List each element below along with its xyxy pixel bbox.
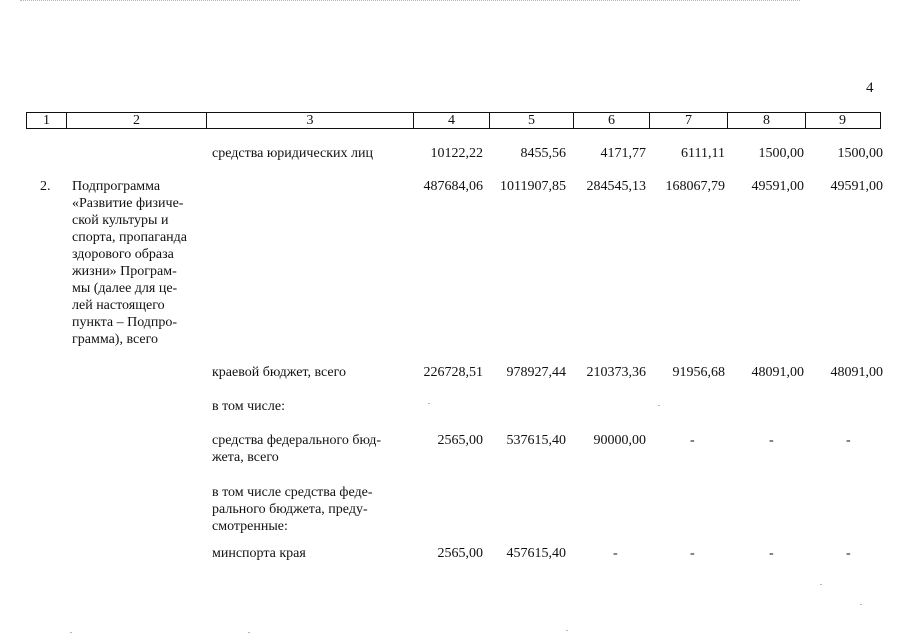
cell-col-4: 2565,00 bbox=[437, 546, 483, 561]
cell-col-5: 978927,44 bbox=[506, 365, 566, 380]
row-label: в том числе: bbox=[212, 399, 285, 414]
cell-col-4: 10122,22 bbox=[430, 146, 483, 161]
cell-col-9: - bbox=[846, 433, 851, 448]
cell-col-6: 4171,77 bbox=[600, 146, 646, 161]
subprogram-title-line: пункта – Подпро- bbox=[72, 315, 178, 330]
header-col-2: 2 bbox=[66, 113, 206, 128]
table-header-row bbox=[26, 112, 881, 129]
cell-col-8: 49591,00 bbox=[751, 179, 804, 194]
row-label: минспорта края bbox=[212, 546, 306, 561]
cell-col-5: 8455,56 bbox=[520, 146, 566, 161]
subprogram-title-line: лей настоящего bbox=[72, 298, 165, 313]
header-col-7: 7 bbox=[649, 113, 727, 128]
scan-artifact-top-edge bbox=[20, 0, 800, 4]
scan-speck bbox=[70, 632, 72, 633]
cell-col-5: 537615,40 bbox=[506, 433, 566, 448]
row-label: краевой бюджет, всего bbox=[212, 365, 347, 380]
subprogram-title-line: «Развитие физиче- bbox=[72, 196, 184, 211]
subprogram-title bbox=[72, 178, 200, 348]
header-col-6: 6 bbox=[573, 113, 649, 128]
cell-col-4: 487684,06 bbox=[423, 179, 483, 194]
cell-col-7: 168067,79 bbox=[665, 179, 725, 194]
scan-speck bbox=[860, 604, 862, 605]
cell-col-6: 284545,13 bbox=[586, 179, 646, 194]
cell-col-4: 226728,51 bbox=[423, 365, 483, 380]
header-col-5: 5 bbox=[489, 113, 573, 128]
federal-label bbox=[212, 432, 406, 466]
federal-label-line: средства федерального бюд- bbox=[212, 433, 382, 448]
cell-col-8: - bbox=[769, 433, 774, 448]
federal-including-line: в том числе средства феде- bbox=[212, 485, 373, 500]
federal-including-line: смотренные: bbox=[212, 519, 288, 534]
page-number: 4 bbox=[866, 80, 874, 96]
cell-col-9: - bbox=[846, 546, 851, 561]
scan-speck bbox=[428, 403, 430, 404]
cell-col-9: 1500,00 bbox=[837, 146, 883, 161]
cell-col-9: 49591,00 bbox=[830, 179, 883, 194]
cell-col-6: - bbox=[613, 546, 618, 561]
subprogram-title-line: здорового образа bbox=[72, 247, 174, 262]
cell-col-7: - bbox=[690, 546, 695, 561]
federal-including-label bbox=[212, 484, 406, 535]
cell-col-6: 90000,00 bbox=[593, 433, 646, 448]
federal-label-line: жета, всего bbox=[212, 450, 279, 465]
cell-col-9: 48091,00 bbox=[830, 365, 883, 380]
header-col-1: 1 bbox=[43, 113, 50, 128]
header-col-9: 9 bbox=[805, 113, 879, 128]
row-label: средства юридических лиц bbox=[212, 146, 373, 161]
subprogram-title-line: мы (далее для це- bbox=[72, 281, 178, 296]
scan-speck bbox=[566, 630, 568, 631]
header-col-3: 3 bbox=[206, 113, 413, 128]
subprogram-title-line: Подпрограмма bbox=[72, 179, 161, 194]
cell-col-8: 48091,00 bbox=[751, 365, 804, 380]
scan-speck bbox=[658, 405, 660, 406]
cell-col-8: 1500,00 bbox=[758, 146, 804, 161]
cell-col-7: 91956,68 bbox=[672, 365, 725, 380]
row-number: 2. bbox=[40, 179, 51, 194]
subprogram-title-line: грамма), всего bbox=[72, 332, 158, 347]
federal-including-line: рального бюджета, преду- bbox=[212, 502, 368, 517]
cell-col-5: 457615,40 bbox=[506, 546, 566, 561]
cell-col-7: 6111,11 bbox=[681, 146, 725, 161]
cell-col-8: - bbox=[769, 546, 774, 561]
cell-col-5: 1011907,85 bbox=[500, 179, 566, 194]
header-col-8: 8 bbox=[727, 113, 805, 128]
subprogram-title-line: спорта, пропаганда bbox=[72, 230, 188, 245]
header-col-4: 4 bbox=[413, 113, 489, 128]
cell-col-6: 210373,36 bbox=[586, 365, 646, 380]
cell-col-7: - bbox=[690, 433, 695, 448]
scan-speck bbox=[248, 632, 250, 633]
scan-speck bbox=[820, 584, 822, 585]
subprogram-title-line: ской культуры и bbox=[72, 213, 169, 228]
cell-col-4: 2565,00 bbox=[437, 433, 483, 448]
subprogram-title-line: жизни» Програм- bbox=[72, 264, 177, 279]
